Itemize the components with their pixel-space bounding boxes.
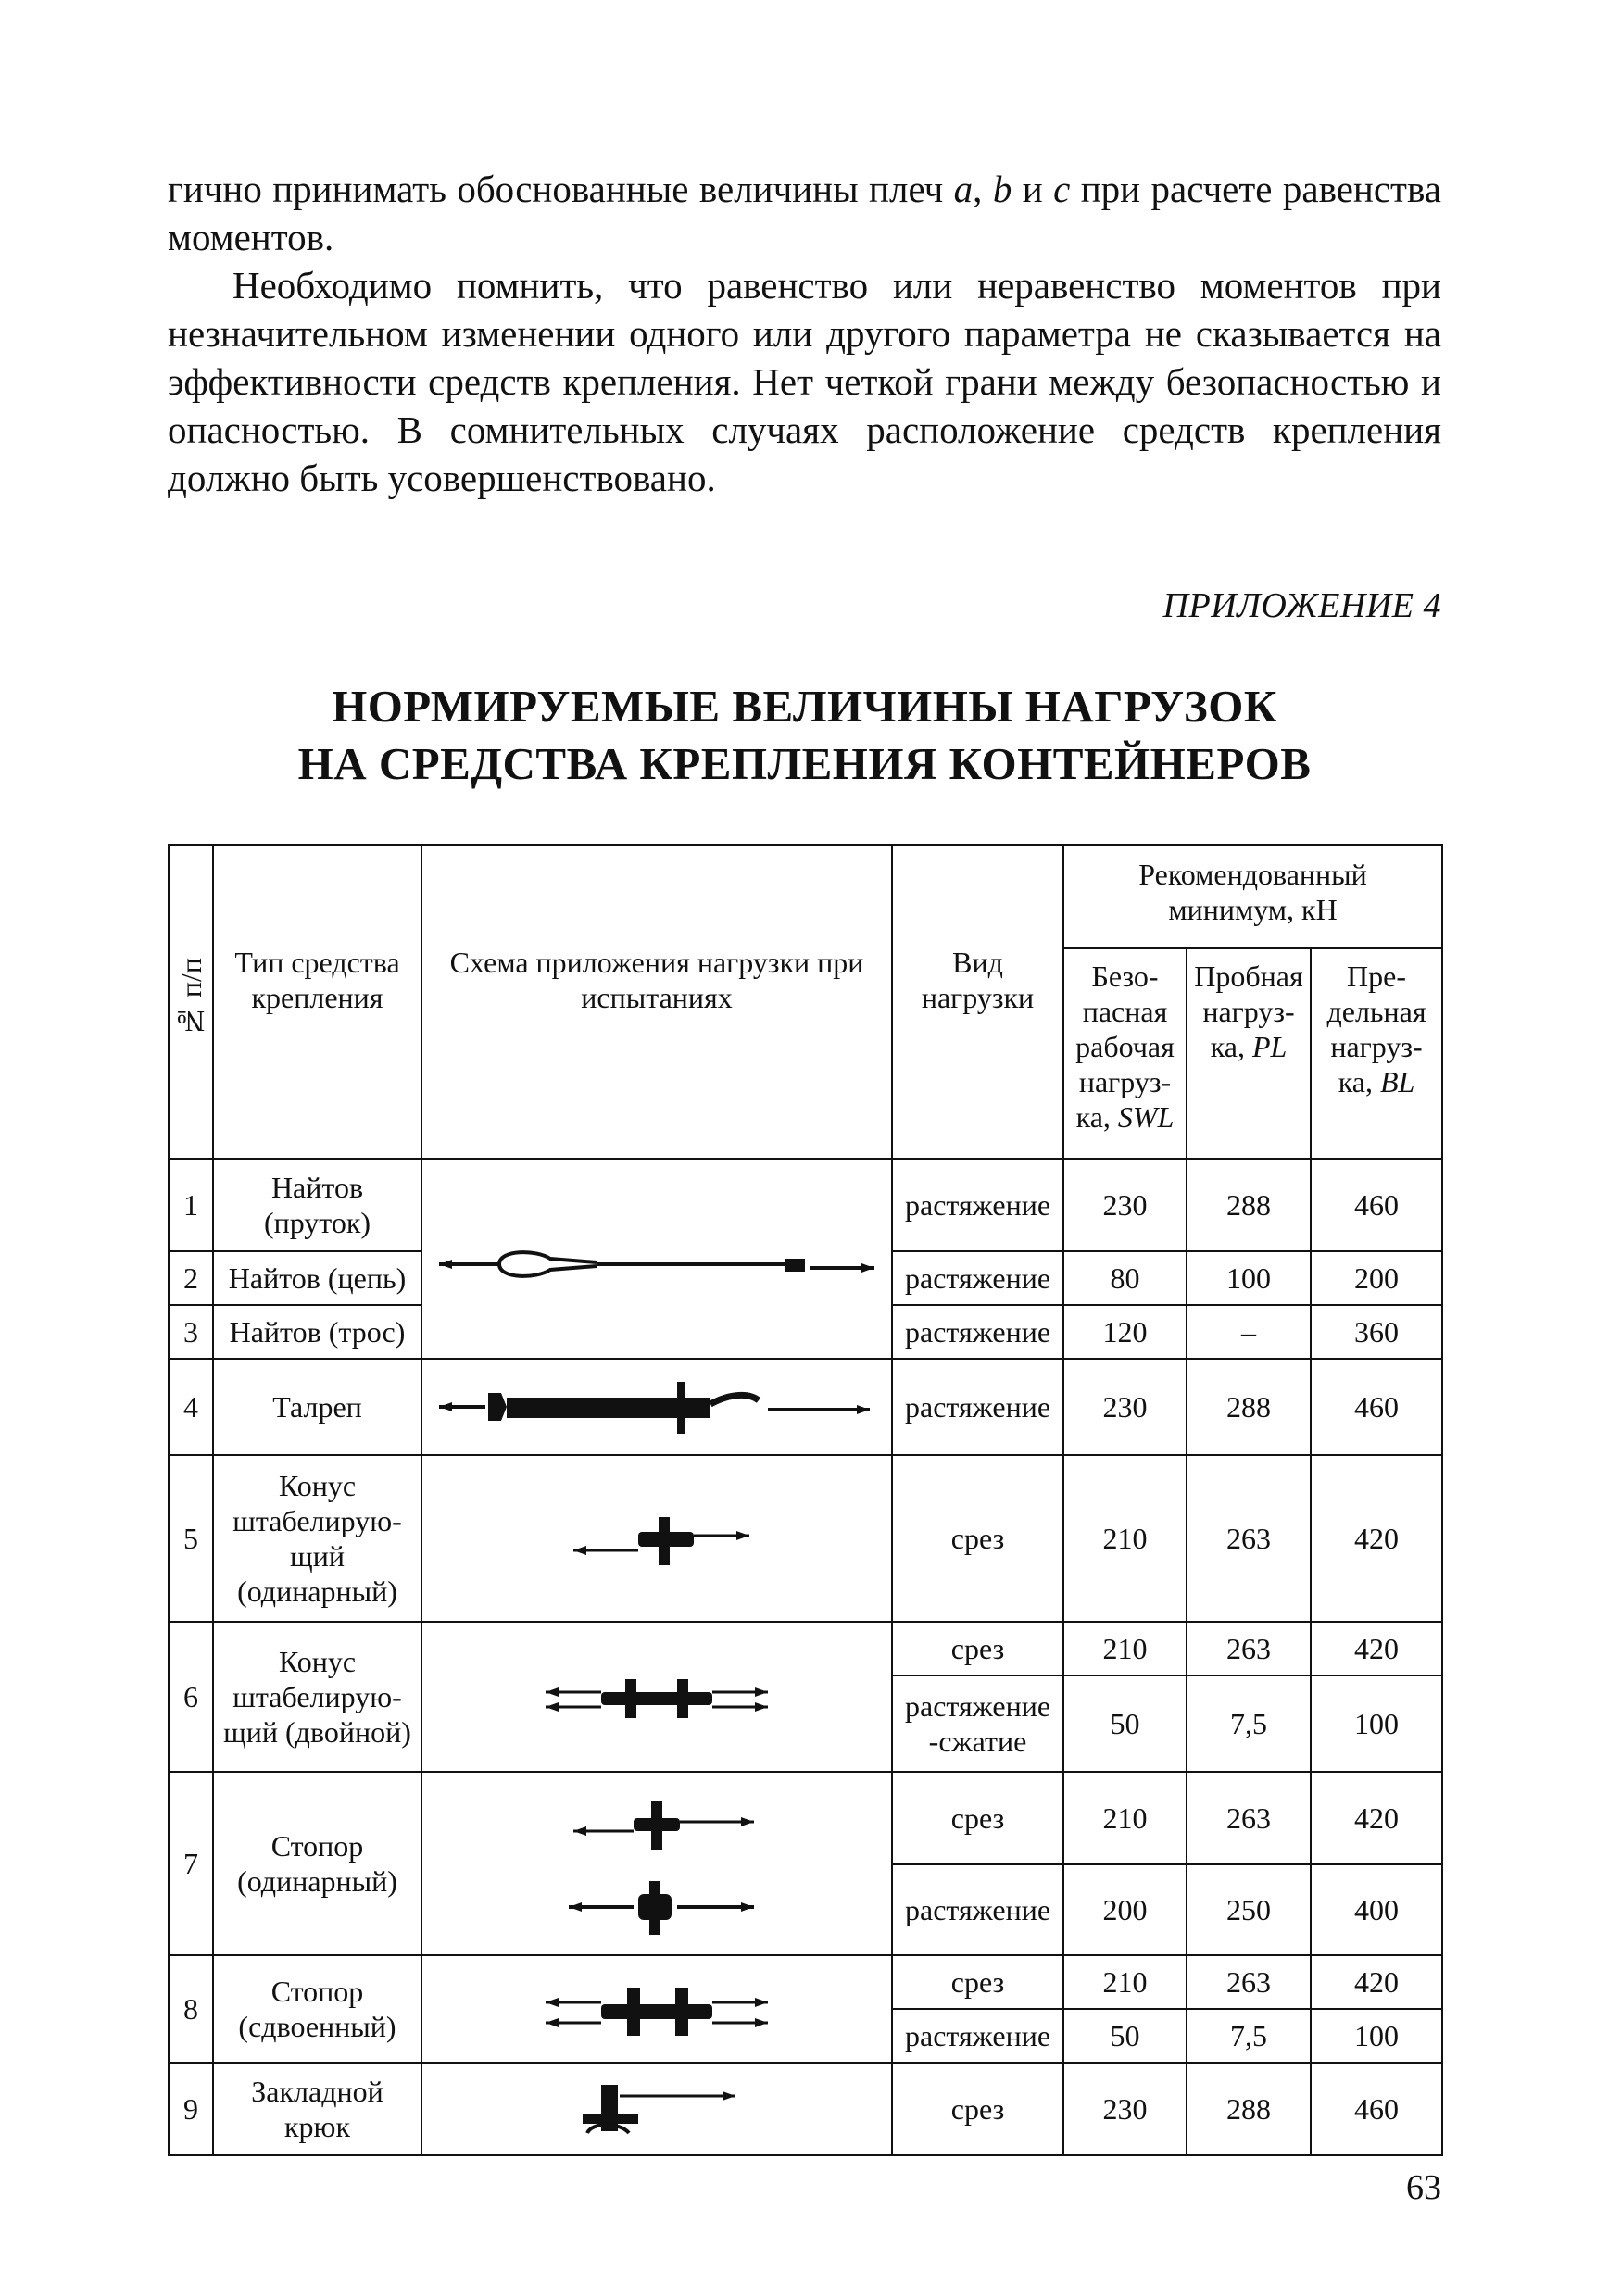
row-type: Найтов (трос) bbox=[213, 1305, 421, 1359]
cone-flange bbox=[659, 1517, 670, 1565]
appendix-label: ПРИЛОЖЕНИЕ 4 bbox=[1162, 586, 1441, 625]
schema-turnbuckle bbox=[421, 1359, 892, 1455]
table-row bbox=[169, 1955, 1442, 2009]
loads-table bbox=[168, 844, 1443, 2156]
cone-flange bbox=[625, 1679, 636, 1718]
row-pl: 7,5 bbox=[1187, 2009, 1311, 2063]
header-swl: Безо-пасная рабочая нагруз-ка, SWL bbox=[1063, 948, 1187, 1159]
row-pl: 263 bbox=[1187, 1455, 1311, 1622]
arrow-head bbox=[573, 1546, 586, 1555]
header-recommended: Рекомендованный минимум, кН bbox=[1063, 845, 1442, 948]
hook-schematic bbox=[564, 2072, 749, 2146]
lashing-schematic bbox=[434, 1212, 879, 1305]
stopper-flange bbox=[651, 1801, 662, 1850]
row-pl: 263 bbox=[1187, 1772, 1311, 1864]
row-bl: 420 bbox=[1311, 1455, 1442, 1622]
row-pl: 288 bbox=[1187, 1359, 1311, 1455]
row-bl: 460 bbox=[1311, 2063, 1442, 2155]
row-number: 5 bbox=[169, 1455, 213, 1622]
row-swl: 230 bbox=[1063, 1159, 1187, 1251]
stopper-flange bbox=[675, 1988, 688, 2036]
row-type: Стопор (сдвоенный) bbox=[213, 1955, 421, 2063]
row-bl: 420 bbox=[1311, 1955, 1442, 2009]
row-swl: 50 bbox=[1063, 1675, 1187, 1772]
turnbuckle-hook bbox=[710, 1395, 759, 1404]
double-cone-schematic bbox=[536, 1655, 777, 1738]
arrow-head bbox=[741, 1817, 754, 1826]
page-number: 63 bbox=[1406, 2168, 1441, 2207]
cone-flange bbox=[677, 1679, 688, 1718]
row-number: 4 bbox=[169, 1359, 213, 1455]
paragraph-1: гично принимать обоснованные величины плеч a, b и c при расчете равенства моментов. bbox=[168, 168, 1441, 258]
title-line-1: НОРМИРУЕМЫЕ ВЕЛИЧИНЫ НАГРУЗОК bbox=[332, 681, 1277, 732]
row-bl: 460 bbox=[1311, 1359, 1442, 1455]
row-pl: – bbox=[1187, 1305, 1311, 1359]
cone-body bbox=[601, 1692, 712, 1705]
arrow-head bbox=[573, 1826, 586, 1836]
row-pl: 100 bbox=[1187, 1251, 1311, 1305]
row-load: растяжение bbox=[892, 2009, 1063, 2063]
row-swl: 210 bbox=[1063, 1772, 1187, 1864]
row-load: растяжение bbox=[892, 1864, 1063, 1955]
variable-b: b bbox=[992, 168, 1012, 210]
arrow-head bbox=[755, 1998, 768, 2007]
row-type: Конус штабелирую-щий (двойной) bbox=[213, 1622, 421, 1772]
row-load: срез bbox=[892, 2063, 1063, 2155]
stopper-body bbox=[601, 2004, 712, 2019]
row-load: растяжение bbox=[892, 1305, 1063, 1359]
turnbuckle-bar bbox=[677, 1382, 685, 1434]
header-type: Тип средства крепления bbox=[213, 845, 421, 1159]
schema-single-stopper bbox=[421, 1772, 892, 1955]
row-type: Найтов (пруток) bbox=[213, 1159, 421, 1251]
row-load: срез bbox=[892, 1455, 1063, 1622]
row-pl: 288 bbox=[1187, 2063, 1311, 2155]
schema-lashing bbox=[421, 1159, 892, 1359]
header-bl: Пре-дельная нагруз-ка, BL bbox=[1311, 948, 1442, 1159]
row-pl: 250 bbox=[1187, 1864, 1311, 1955]
lashing-eye bbox=[499, 1252, 597, 1264]
lashing-end bbox=[785, 1259, 805, 1272]
row-number: 2 bbox=[169, 1251, 213, 1305]
table-row bbox=[169, 1159, 1442, 1251]
row-bl: 460 bbox=[1311, 1159, 1442, 1251]
row-bl: 420 bbox=[1311, 1772, 1442, 1864]
arrow-head bbox=[755, 1687, 768, 1697]
section-title bbox=[168, 678, 1441, 793]
row-load: срез bbox=[892, 1622, 1063, 1675]
arrow-head bbox=[439, 1260, 452, 1269]
table-row bbox=[169, 1772, 1442, 1864]
table-row bbox=[169, 2063, 1442, 2155]
row-swl: 80 bbox=[1063, 1251, 1187, 1305]
row-swl: 230 bbox=[1063, 1359, 1187, 1455]
schema-double-cone bbox=[421, 1622, 892, 1772]
row-bl: 200 bbox=[1311, 1251, 1442, 1305]
table-row bbox=[169, 1359, 1442, 1455]
row-load: растяжение -сжатие bbox=[892, 1675, 1063, 1772]
row-number: 9 bbox=[169, 2063, 213, 2155]
row-load: растяжение bbox=[892, 1251, 1063, 1305]
turnbuckle-schematic bbox=[434, 1365, 879, 1449]
row-swl: 200 bbox=[1063, 1864, 1187, 1955]
arrow-head bbox=[755, 1702, 768, 1712]
schema-hook bbox=[421, 2063, 892, 2155]
variable-c: c bbox=[1053, 168, 1071, 210]
header-schema: Схема приложения нагрузки при испытаниях bbox=[421, 845, 892, 1159]
paragraph-2: Необходимо помнить, что равенство или неравенство моментов при незначительном изменении одного или другого параметра не сказывается на эффективности средств крепления. Нет четкой грани между безопасностью и опасностью. В сомнительных случаях расположение средств крепления должно быть усовершенствовано. bbox=[168, 264, 1441, 499]
stopper-flange bbox=[649, 1881, 660, 1935]
row-pl: 263 bbox=[1187, 1955, 1311, 2009]
title-line-2: НА СРЕДСТВА КРЕПЛЕНИЯ КОНТЕЙНЕРОВ bbox=[297, 738, 1312, 789]
arrow-head bbox=[857, 1405, 870, 1414]
arrow-head bbox=[546, 2018, 559, 2027]
stopper-flange bbox=[627, 1988, 640, 2036]
turnbuckle-shackle bbox=[488, 1393, 507, 1421]
single-cone-schematic bbox=[555, 1497, 759, 1580]
header-num: № п/п bbox=[169, 845, 213, 1159]
row-swl: 210 bbox=[1063, 1955, 1187, 2009]
row-type: Закладной крюк bbox=[213, 2063, 421, 2155]
arrow-head bbox=[741, 1902, 754, 1912]
row-bl: 100 bbox=[1311, 1675, 1442, 1772]
lashing-eye bbox=[499, 1264, 597, 1276]
row-swl: 230 bbox=[1063, 2063, 1187, 2155]
row-pl: 7,5 bbox=[1187, 1675, 1311, 1772]
row-load: растяжение bbox=[892, 1159, 1063, 1251]
row-load: срез bbox=[892, 1772, 1063, 1864]
row-type: Талреп bbox=[213, 1359, 421, 1455]
arrow-head bbox=[755, 2018, 768, 2027]
row-swl: 50 bbox=[1063, 2009, 1187, 2063]
row-bl: 420 bbox=[1311, 1622, 1442, 1675]
arrow-head bbox=[861, 1263, 874, 1273]
arrow-head bbox=[546, 1687, 559, 1697]
row-load: срез bbox=[892, 1955, 1063, 2009]
header-load-kind: Вид нагрузки bbox=[892, 845, 1063, 1159]
arrow-head bbox=[546, 1998, 559, 2007]
row-type: Найтов (цепь) bbox=[213, 1251, 421, 1305]
schema-double-stopper bbox=[421, 1955, 892, 2063]
row-bl: 400 bbox=[1311, 1864, 1442, 1955]
row-swl: 210 bbox=[1063, 1622, 1187, 1675]
row-load: растяжение bbox=[892, 1359, 1063, 1455]
header-row-1 bbox=[169, 845, 1442, 948]
table-row bbox=[169, 1622, 1442, 1675]
arrow-head bbox=[736, 1531, 749, 1540]
row-number: 8 bbox=[169, 1955, 213, 2063]
arrow-head bbox=[569, 1902, 582, 1912]
hook-base bbox=[583, 2114, 638, 2124]
row-swl: 210 bbox=[1063, 1455, 1187, 1622]
row-number: 7 bbox=[169, 1772, 213, 1955]
schema-single-cone bbox=[421, 1455, 892, 1622]
row-number: 3 bbox=[169, 1305, 213, 1359]
row-number: 6 bbox=[169, 1622, 213, 1772]
row-bl: 100 bbox=[1311, 2009, 1442, 2063]
row-bl: 360 bbox=[1311, 1305, 1442, 1359]
row-pl: 288 bbox=[1187, 1159, 1311, 1251]
single-stopper-schematic bbox=[546, 1785, 768, 1942]
table-row bbox=[169, 1455, 1442, 1622]
header-pl: Пробная нагруз-ка, PL bbox=[1187, 948, 1311, 1159]
row-type: Стопор (одинарный) bbox=[213, 1772, 421, 1955]
variable-a: a bbox=[953, 168, 974, 210]
arrow-head bbox=[439, 1402, 452, 1411]
double-stopper-schematic bbox=[536, 1967, 777, 2051]
row-type: Конус штабелирую-щий (одинарный) bbox=[213, 1455, 421, 1622]
arrow-head bbox=[546, 1702, 559, 1712]
row-swl: 120 bbox=[1063, 1305, 1187, 1359]
row-pl: 263 bbox=[1187, 1622, 1311, 1675]
row-number: 1 bbox=[169, 1159, 213, 1251]
arrow-head bbox=[723, 2091, 735, 2101]
body-text bbox=[168, 165, 1441, 502]
